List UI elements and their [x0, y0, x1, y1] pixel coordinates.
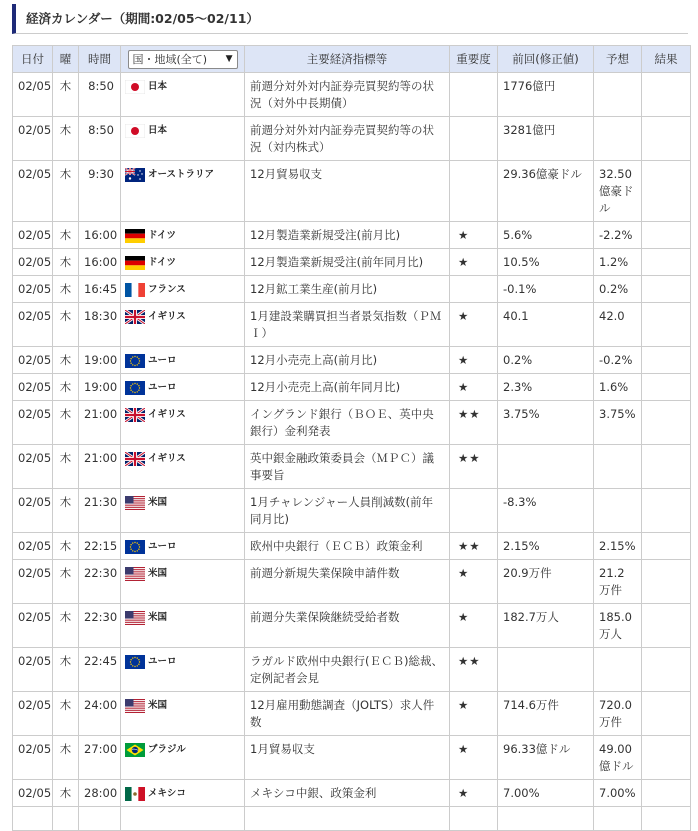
country-name: フランス	[148, 284, 186, 295]
japan-flag-icon	[125, 124, 145, 138]
indicator-cell: イングランド銀行（ＢＯＥ、英中央銀行）金利発表	[245, 401, 450, 445]
table-row	[13, 560, 691, 604]
date-cell: 02/05	[13, 276, 53, 303]
country-name: イギリス	[148, 311, 186, 322]
time-cell: 22:45	[79, 648, 121, 692]
forecast-value-cell: 32.50億豪ドル	[594, 161, 642, 222]
country-cell	[121, 73, 245, 117]
previous-value-cell: 3.75%	[498, 401, 594, 445]
time-cell: 28:00	[79, 780, 121, 807]
importance-cell: ★★	[450, 445, 498, 489]
result-cell	[642, 222, 691, 249]
previous-value-cell	[498, 445, 594, 489]
country-cell	[121, 780, 245, 807]
country-name: 米国	[148, 497, 168, 508]
japan-flag-icon	[125, 80, 145, 94]
date-cell: 02/05	[13, 401, 53, 445]
importance-cell: ★	[450, 692, 498, 736]
table-row	[13, 222, 691, 249]
previous-value-cell	[498, 807, 594, 831]
country-name: メキシコ	[148, 788, 186, 799]
previous-value-cell: -8.3%	[498, 489, 594, 533]
eu-flag-icon	[125, 655, 145, 669]
importance-column-header: 重要度	[450, 46, 498, 73]
country-cell	[121, 303, 245, 347]
day-cell: 木	[53, 161, 79, 222]
indicator-cell: 前週分対外対内証券売買契約等の状況（対外中長期債）	[245, 73, 450, 117]
time-cell: 24:00	[79, 692, 121, 736]
country-cell	[121, 533, 245, 560]
indicator-cell: 前週分失業保険継続受給者数	[245, 604, 450, 648]
us-flag-icon	[125, 611, 145, 625]
result-cell	[642, 736, 691, 780]
country-cell	[121, 249, 245, 276]
table-row	[13, 807, 691, 831]
country-name: 米国	[148, 568, 168, 579]
country-cell	[121, 604, 245, 648]
table-row	[13, 604, 691, 648]
previous-value-cell: 3281億円	[498, 117, 594, 161]
day-cell: 木	[53, 401, 79, 445]
country-name: イギリス	[148, 409, 186, 420]
indicator-cell: 欧州中央銀行（ＥＣＢ）政策金利	[245, 533, 450, 560]
result-cell	[642, 604, 691, 648]
day-cell: 木	[53, 736, 79, 780]
table-row	[13, 276, 691, 303]
importance-cell	[450, 73, 498, 117]
indicator-cell: 12月鉱工業生産(前月比)	[245, 276, 450, 303]
forecast-value-cell: 2.15%	[594, 533, 642, 560]
time-cell: 8:50	[79, 73, 121, 117]
indicator-cell: 前週分新規失業保険申請件数	[245, 560, 450, 604]
germany-flag-icon	[125, 229, 145, 243]
date-cell: 02/05	[13, 736, 53, 780]
table-row	[13, 161, 691, 222]
date-cell	[13, 807, 53, 831]
forecast-value-cell: 3.75%	[594, 401, 642, 445]
date-column-header: 日付	[13, 46, 53, 73]
country-name: ドイツ	[148, 257, 177, 268]
indicator-cell: メキシコ中銀、政策金利	[245, 780, 450, 807]
time-cell: 9:30	[79, 161, 121, 222]
country-filter-value: 国・地域(全て)	[132, 53, 208, 66]
table-row	[13, 489, 691, 533]
time-cell: 16:45	[79, 276, 121, 303]
result-cell	[642, 692, 691, 736]
country-cell	[121, 117, 245, 161]
forecast-value-cell	[594, 117, 642, 161]
table-row	[13, 533, 691, 560]
result-cell	[642, 648, 691, 692]
result-cell	[642, 374, 691, 401]
country-cell	[121, 560, 245, 604]
country-name: 日本	[148, 125, 168, 136]
date-cell: 02/05	[13, 374, 53, 401]
day-cell: 木	[53, 73, 79, 117]
date-cell: 02/05	[13, 533, 53, 560]
forecast-value-cell	[594, 445, 642, 489]
date-cell: 02/05	[13, 560, 53, 604]
previous-value-cell: 2.15%	[498, 533, 594, 560]
importance-cell: ★	[450, 736, 498, 780]
day-cell: 木	[53, 276, 79, 303]
germany-flag-icon	[125, 256, 145, 270]
country-cell	[121, 347, 245, 374]
table-row	[13, 374, 691, 401]
economic-calendar-table	[12, 45, 691, 831]
result-cell	[642, 161, 691, 222]
time-cell: 16:00	[79, 249, 121, 276]
date-cell: 02/05	[13, 161, 53, 222]
uk-flag-icon	[125, 408, 145, 422]
result-cell	[642, 117, 691, 161]
table-row	[13, 401, 691, 445]
country-filter-header	[121, 46, 245, 73]
day-cell: 木	[53, 347, 79, 374]
country-name: ユーロ	[148, 541, 177, 552]
date-cell: 02/05	[13, 648, 53, 692]
indicator-cell: 前週分対外対内証券売買契約等の状況（対内株式）	[245, 117, 450, 161]
table-row	[13, 445, 691, 489]
forecast-value-cell: 185.0万人	[594, 604, 642, 648]
result-cell	[642, 489, 691, 533]
previous-value-cell: 0.2%	[498, 347, 594, 374]
country-name: ドイツ	[148, 230, 177, 241]
eu-flag-icon	[125, 381, 145, 395]
brazil-flag-icon	[125, 743, 145, 757]
table-row	[13, 249, 691, 276]
indicator-cell: 12月製造業新規受注(前月比)	[245, 222, 450, 249]
table-row	[13, 736, 691, 780]
previous-value-cell: 5.6%	[498, 222, 594, 249]
time-cell: 18:30	[79, 303, 121, 347]
date-cell: 02/05	[13, 249, 53, 276]
result-cell	[642, 533, 691, 560]
forecast-value-cell: 0.2%	[594, 276, 642, 303]
country-cell	[121, 648, 245, 692]
table-row	[13, 692, 691, 736]
us-flag-icon	[125, 496, 145, 510]
forecast-value-cell: 7.00%	[594, 780, 642, 807]
day-cell: 木	[53, 533, 79, 560]
indicator-cell: 英中銀金融政策委員会（ＭＰＣ）議事要旨	[245, 445, 450, 489]
date-cell: 02/05	[13, 73, 53, 117]
date-cell: 02/05	[13, 117, 53, 161]
uk-flag-icon	[125, 310, 145, 324]
importance-cell: ★	[450, 374, 498, 401]
us-flag-icon	[125, 567, 145, 581]
uk-flag-icon	[125, 452, 145, 466]
country-cell	[121, 489, 245, 533]
table-row	[13, 303, 691, 347]
country-cell	[121, 807, 245, 831]
day-cell: 木	[53, 604, 79, 648]
result-cell	[642, 780, 691, 807]
indicator-cell: 12月小売売上高(前月比)	[245, 347, 450, 374]
day-cell: 木	[53, 780, 79, 807]
day-cell: 木	[53, 692, 79, 736]
importance-cell: ★	[450, 222, 498, 249]
forecast-value-cell: 21.2万件	[594, 560, 642, 604]
time-cell: 27:00	[79, 736, 121, 780]
australia-flag-icon	[125, 168, 145, 182]
importance-cell: ★★	[450, 401, 498, 445]
day-cell: 木	[53, 117, 79, 161]
day-column-header: 曜	[53, 46, 79, 73]
day-cell: 木	[53, 303, 79, 347]
importance-cell	[450, 161, 498, 222]
country-name: 米国	[148, 700, 168, 711]
forecast-value-cell: -0.2%	[594, 347, 642, 374]
france-flag-icon	[125, 283, 145, 297]
previous-value-cell: 29.36億豪ドル	[498, 161, 594, 222]
importance-cell: ★	[450, 303, 498, 347]
previous-value-cell: -0.1%	[498, 276, 594, 303]
forecast-value-cell	[594, 73, 642, 117]
forecast-value-cell: 49.00億ドル	[594, 736, 642, 780]
time-cell: 22:30	[79, 560, 121, 604]
indicator-cell: 1月貿易収支	[245, 736, 450, 780]
importance-cell: ★★	[450, 533, 498, 560]
country-cell	[121, 222, 245, 249]
day-cell: 木	[53, 249, 79, 276]
table-row	[13, 73, 691, 117]
result-cell	[642, 73, 691, 117]
indicator-cell: 1月建設業購買担当者景気指数（ＰＭＩ）	[245, 303, 450, 347]
chevron-down-icon: ▼	[225, 54, 233, 64]
previous-value-cell: 96.33億ドル	[498, 736, 594, 780]
time-cell: 8:50	[79, 117, 121, 161]
time-cell: 22:15	[79, 533, 121, 560]
country-cell	[121, 445, 245, 489]
forecast-value-cell	[594, 807, 642, 831]
date-cell: 02/05	[13, 780, 53, 807]
date-cell: 02/05	[13, 692, 53, 736]
country-name: 日本	[148, 81, 168, 92]
day-cell: 木	[53, 222, 79, 249]
result-cell	[642, 303, 691, 347]
result-cell	[642, 401, 691, 445]
result-cell	[642, 445, 691, 489]
result-cell	[642, 276, 691, 303]
importance-cell: ★	[450, 560, 498, 604]
country-cell	[121, 374, 245, 401]
result-cell	[642, 807, 691, 831]
previous-value-cell	[498, 648, 594, 692]
country-cell	[121, 161, 245, 222]
forecast-value-cell: 1.6%	[594, 374, 642, 401]
day-cell: 木	[53, 489, 79, 533]
result-cell	[642, 249, 691, 276]
table-row	[13, 347, 691, 374]
country-name: ブラジル	[148, 744, 186, 755]
country-cell	[121, 692, 245, 736]
country-cell	[121, 276, 245, 303]
importance-cell	[450, 117, 498, 161]
previous-value-cell: 7.00%	[498, 780, 594, 807]
previous-value-cell: 10.5%	[498, 249, 594, 276]
importance-cell	[450, 276, 498, 303]
country-name: 米国	[148, 612, 168, 623]
forecast-value-cell: 42.0	[594, 303, 642, 347]
previous-column-header: 前回(修正値)	[498, 46, 594, 73]
day-cell: 木	[53, 560, 79, 604]
time-cell: 16:00	[79, 222, 121, 249]
country-name: ユーロ	[148, 382, 177, 393]
table-row	[13, 780, 691, 807]
importance-cell: ★★	[450, 648, 498, 692]
page-title: 経済カレンダー（期間:02/05〜02/11）	[12, 4, 688, 34]
indicator-cell: 12月製造業新規受注(前年同月比)	[245, 249, 450, 276]
table-row	[13, 648, 691, 692]
importance-cell: ★	[450, 780, 498, 807]
table-header-row	[13, 46, 691, 73]
importance-cell: ★	[450, 604, 498, 648]
previous-value-cell: 2.3%	[498, 374, 594, 401]
time-cell: 21:00	[79, 445, 121, 489]
time-cell	[79, 807, 121, 831]
importance-cell	[450, 807, 498, 831]
previous-value-cell: 40.1	[498, 303, 594, 347]
time-column-header: 時間	[79, 46, 121, 73]
table-body	[13, 73, 691, 831]
forecast-value-cell: -2.2%	[594, 222, 642, 249]
indicator-cell: 12月小売売上高(前年同月比)	[245, 374, 450, 401]
forecast-value-cell	[594, 489, 642, 533]
eu-flag-icon	[125, 354, 145, 368]
date-cell: 02/05	[13, 347, 53, 374]
indicator-cell: 12月貿易収支	[245, 161, 450, 222]
time-cell: 21:00	[79, 401, 121, 445]
day-cell: 木	[53, 374, 79, 401]
date-cell: 02/05	[13, 489, 53, 533]
country-name: オーストラリア	[148, 169, 215, 180]
date-cell: 02/05	[13, 604, 53, 648]
time-cell: 19:00	[79, 374, 121, 401]
country-name: ユーロ	[148, 355, 177, 366]
forecast-value-cell	[594, 648, 642, 692]
forecast-column-header: 予想	[594, 46, 642, 73]
previous-value-cell: 182.7万人	[498, 604, 594, 648]
day-cell	[53, 807, 79, 831]
result-column-header: 結果	[642, 46, 691, 73]
indicator-cell: 1月チャレンジャー人員削減数(前年同月比)	[245, 489, 450, 533]
mexico-flag-icon	[125, 787, 145, 801]
importance-cell: ★	[450, 249, 498, 276]
forecast-value-cell: 1.2%	[594, 249, 642, 276]
date-cell: 02/05	[13, 445, 53, 489]
indicator-cell	[245, 807, 450, 831]
day-cell: 木	[53, 445, 79, 489]
result-cell	[642, 560, 691, 604]
indicator-cell: ラガルド欧州中央銀行(ＥＣＢ)総裁、定例記者会見	[245, 648, 450, 692]
previous-value-cell: 20.9万件	[498, 560, 594, 604]
indicator-column-header: 主要経済指標等	[245, 46, 450, 73]
date-cell: 02/05	[13, 303, 53, 347]
importance-cell: ★	[450, 347, 498, 374]
day-cell: 木	[53, 648, 79, 692]
date-cell: 02/05	[13, 222, 53, 249]
country-filter-select[interactable]	[128, 50, 238, 69]
country-cell	[121, 401, 245, 445]
country-name: イギリス	[148, 453, 186, 464]
eu-flag-icon	[125, 540, 145, 554]
indicator-cell: 12月雇用動態調査（JOLTS）求人件数	[245, 692, 450, 736]
time-cell: 19:00	[79, 347, 121, 374]
previous-value-cell: 1776億円	[498, 73, 594, 117]
importance-cell	[450, 489, 498, 533]
us-flag-icon	[125, 699, 145, 713]
time-cell: 21:30	[79, 489, 121, 533]
country-cell	[121, 736, 245, 780]
table-row	[13, 117, 691, 161]
previous-value-cell: 714.6万件	[498, 692, 594, 736]
forecast-value-cell: 720.0万件	[594, 692, 642, 736]
time-cell: 22:30	[79, 604, 121, 648]
result-cell	[642, 347, 691, 374]
country-name: ユーロ	[148, 656, 177, 667]
